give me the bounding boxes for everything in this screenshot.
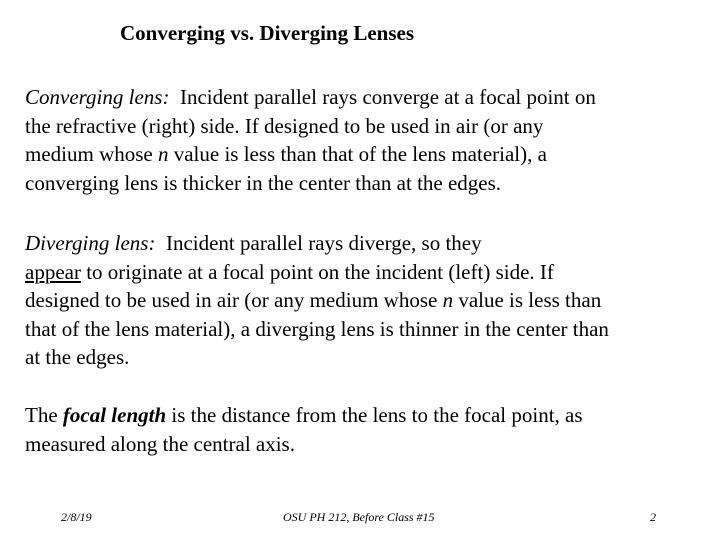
converging-line-2: the refractive (right) side. If designed to be used in air (or any (25, 113, 544, 138)
slide-title: Converging vs. Diverging Lenses (120, 21, 414, 45)
focal-the: The (25, 403, 63, 427)
converging-n-symbol: n (157, 142, 169, 166)
focal-line-1-text: is the distance from the lens to the focal point, as (166, 403, 583, 427)
converging-line-1-text: Incident parallel rays converge at a focal point on (179, 85, 596, 109)
converging-line-4: converging lens is thicker in the center than at the edges. (25, 170, 502, 195)
converging-lens-paragraph (25, 83, 705, 197)
converging-line-3-b: value is less than that of the lens material), a (168, 142, 547, 166)
diverging-line-2-text: to originate at a focal point on the incident (left) side. If (80, 259, 554, 284)
focal-length-term: focal length (62, 403, 167, 427)
diverging-line-5: at the edges. (25, 345, 130, 369)
converging-lens-term: Converging lens: (25, 85, 170, 109)
diverging-n-symbol: n (442, 288, 454, 312)
converging-line-3 (25, 140, 705, 169)
focal-line-1 (25, 401, 705, 430)
footer-date: 2/8/19 (61, 510, 92, 524)
converging-line-1 (25, 83, 705, 112)
diverging-line-1-text: Incident parallel rays diverge, so they (165, 231, 482, 255)
converging-line-3-a: medium whose (25, 142, 158, 166)
footer-page-number: 2 (650, 510, 656, 524)
diverging-line-3-a: designed to be used in air (or any medium whose (25, 288, 443, 312)
footer-course: OSU PH 212, Before Class #15 (283, 510, 435, 524)
appear-underlined: appear (25, 259, 81, 284)
diverging-lens-term: Diverging lens: (25, 231, 156, 255)
focal-length-paragraph (25, 401, 705, 458)
diverging-line-3 (25, 286, 705, 315)
diverging-line-1 (25, 229, 705, 258)
diverging-line-2 (25, 258, 705, 287)
diverging-lens-paragraph (25, 229, 705, 372)
diverging-line-3-b: value is less than (453, 288, 602, 312)
focal-line-2: measured along the central axis. (25, 431, 295, 456)
diverging-line-4: that of the lens material), a diverging lens is thinner in the center than (25, 316, 609, 341)
